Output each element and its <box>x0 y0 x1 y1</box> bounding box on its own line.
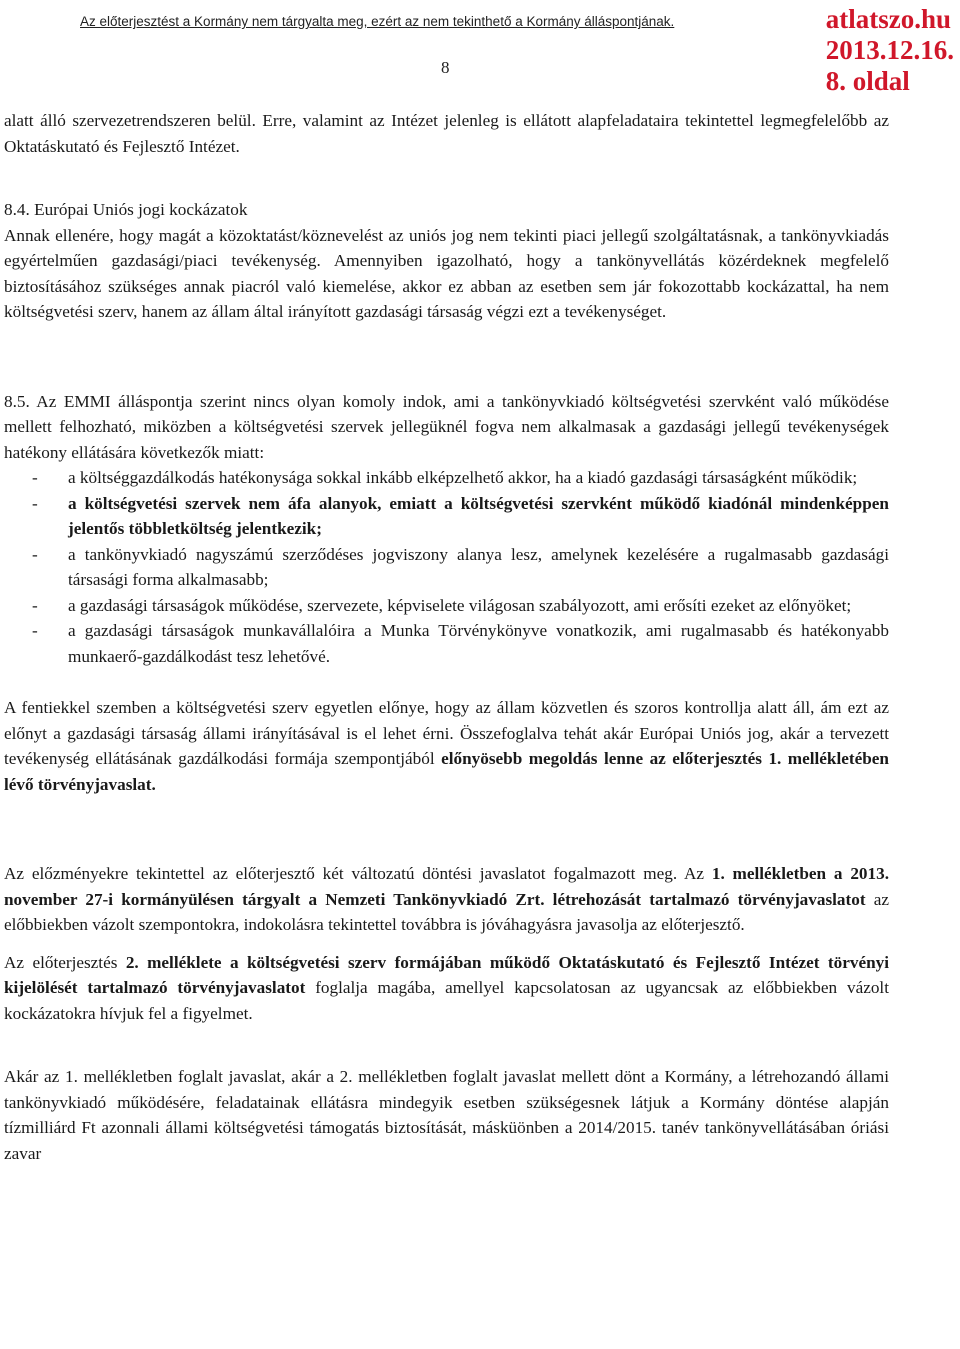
paragraph-intro: alatt álló szervezetrendszeren belül. Erre, valamint az Intézet jelenleg is ellátott alapfeladataira tekintettel legmegfelelőbb az Oktatáskutató és Fejlesztő Intézet. <box>4 111 889 156</box>
header-notice: Az előterjesztést a Kormány nem tárgyalta meg, ezért az nem tekinthető a Kormány álláspontjának. <box>80 14 675 29</box>
list-item <box>4 542 889 593</box>
list-item-text: a gazdasági társaságok munkavállalóira a Munka Törvénykönyve vonatkozik, ami rugalmasabb és hatékonyabb munkaerő-gazdálkodást tesz lehetővé. <box>68 621 889 666</box>
dash-bullet: - <box>32 468 38 487</box>
antecedents-text-bold: 1. mellékletben a 2013. november 27-i kormányülésen tárgyalt a Nemzeti Tankönyvkiadó Zrt. létrehozását tartalmazó törvényjavaslatot <box>4 864 889 909</box>
paragraph-annex-2 <box>4 950 889 1027</box>
list-item-text: a gazdasági társaságok működése, szervezete, képviselete világosan szabályozott, ami erősíti ezeket az előnyöket; <box>68 595 852 615</box>
dash-bullet: - <box>32 493 38 513</box>
annex-2-text: Az előterjesztés <box>4 952 126 972</box>
antecedents-text: Az előzményekre tekintettel az előterjesztő két változatú döntési javaslatot fogalmazott meg. Az <box>4 864 712 883</box>
watermark-stamp <box>826 4 954 97</box>
section-8-4-text: Annak ellenére, hogy magát a közoktatást/köznevelést az uniós jog nem tekinti piaci jellegű szolgáltatásnak, a tankönyvkiadás egyértelműen gazdasági/piaci tevékenység. Amennyiben igazolható, hogy a tankönyvellátás közérdeknek megfelelő biztosításához szükséges annak piacról való kiemelése, akkor ez abban az esetben sem jár fokozottabb kockázattal, ha nem költségvetési szerv, hanem az állam által irányított gazdasági társaság végzi ezt a tevékenységet. <box>4 225 889 321</box>
reasons-list <box>4 465 889 669</box>
list-item-text: a költséggazdálkodás hatékonysága sokkal inkább elképzelhető akkor, ha a kiadó gazdasági társaságként működik; <box>68 468 858 487</box>
list-item-text-bold: a költségvetési szervek nem áfa alanyok, emiatt a költségvetési szervként működő kiadónál mindenképpen jelentős többletköltség jelentkezik; <box>68 493 889 538</box>
annex-2-text-end: foglalja magába, amellyel kapcsolatosan az ugyancsak az előbbiekben vázolt kockázatokra hívjuk fel a figyelmet. <box>4 978 889 1023</box>
list-item <box>4 491 889 542</box>
list-item <box>4 465 889 491</box>
paragraph-antecedents <box>4 861 889 938</box>
list-item <box>4 618 889 669</box>
watermark-page: 8. oldal <box>825 66 910 96</box>
paragraph-conclusion: Akár az 1. mellékletben foglalt javaslat, akár a 2. mellékletben foglalt javaslat mellett dönt a Kormány, a létrehozandó állami tankönyvkiadó működésére, feladatainak ellátásra mindegyik esetben szükségesnek látjuk a Kormány döntése alapján tízmilliárd Ft azonnali állami költségvetési támogatás biztosítását, másküönben a 2014/2015. tanév tankönyvellátásában óriási zavar <box>4 1067 889 1163</box>
list-item-text: a tankönyvkiadó nagyszámú szerződéses jogviszony alanya lesz, amelynek kezelésére a rugalmasabb gazdasági társasági forma alkalmasabb; <box>68 544 889 589</box>
summary-text: A fentiekkel szemben a költségvetési szerv egyetlen előnye, hogy az állam közvetlen és szoros kontrollja alatt áll, ám ezt az előnyt a gazdasági társaság állami irányításával is el lehet érni. Összefoglalva tehát akár Európai Uniós jog, akár a tervezett tevékenység ellátásának gazdálkodási formája szempontjából <box>4 698 889 768</box>
dash-bullet: - <box>32 544 38 564</box>
document-body <box>4 108 889 1166</box>
annex-2-text-bold: 2. melléklete a költségvetési szerv formájában működő Oktatáskutató és Fejlesztő Intézet törvényi kijelölését tartalmazó törvényjavaslatot <box>4 952 889 997</box>
section-8-4-title: 8.4. Európai Uniós jogi kockázatok <box>4 200 248 219</box>
page-number: 8 <box>441 58 450 77</box>
watermark-site: atlatszo.hu <box>825 4 952 34</box>
dash-bullet: - <box>32 595 38 615</box>
paragraph-summary <box>4 695 889 797</box>
list-item <box>4 593 889 619</box>
antecedents-text-end: az előbbiekben vázolt szempontokra, indokolásra tekintettel továbbra is jóváhagyásra javasolja az előterjesztő. <box>4 889 890 934</box>
dash-bullet: - <box>32 621 38 640</box>
section-8-5-text: 8.5. Az EMMI álláspontja szerint nincs olyan komoly indok, ami a tankönyvkiadó költségvetési szervként való működése mellett felhozható, miközben a költségvetési szervek jellegüknél fogva nem alkalmasak a gazdasági jellegű tevékenységek hatékony ellátására következők miatt: <box>4 391 889 462</box>
summary-text-bold: előnyösebb megoldás lenne az előterjesztés 1. mellékletében lévő törvényjavaslat. <box>4 749 889 794</box>
watermark-date: 2013.12.16. <box>825 35 954 65</box>
